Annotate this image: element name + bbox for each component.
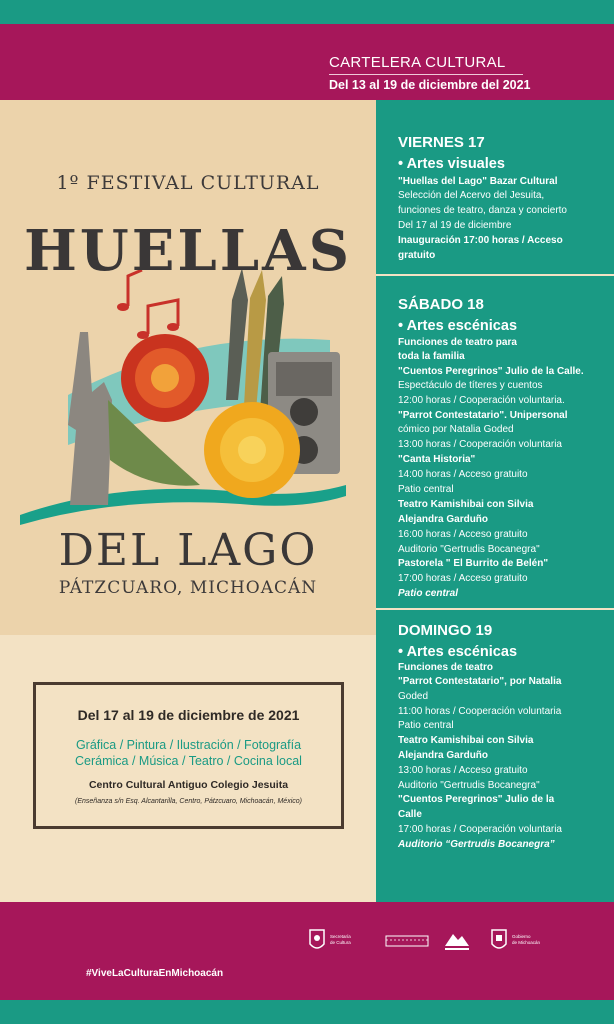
schedule-line: Funciones de teatro <box>398 662 494 673</box>
schedule-line: "Parrot Contestatario". Unipersonal <box>398 410 568 421</box>
logo-text: de Cultura <box>330 940 351 945</box>
schedule-line: "Huellas del Lago" Bazar Cultural <box>398 176 558 187</box>
section-divider <box>376 608 614 610</box>
secretaria-cultura-logo <box>308 928 370 958</box>
schedule-line: 16:00 horas / Acceso gratuito <box>398 529 528 540</box>
event-dates: Del 17 al 19 de diciembre de 2021 <box>77 707 300 723</box>
building-icon <box>384 928 430 954</box>
header-title: CARTELERA CULTURAL <box>329 54 506 71</box>
schedule-line: Espectáculo de títeres y cuentos <box>398 380 543 391</box>
festival-title: HUELLAS <box>23 218 353 284</box>
schedule-line: "Cuentos Peregrinos" Julio de la <box>398 794 555 805</box>
schedule-line: Patio central <box>398 484 454 495</box>
schedule-line: Selección del Acervo del Jesuita, <box>398 190 545 201</box>
section-divider <box>376 274 614 276</box>
schedule-line: Pastorela " El Burrito de Belén" <box>398 558 549 569</box>
schedule-line: 17:00 horas / Cooperación voluntaria <box>398 824 562 835</box>
schedule-line: Goded <box>398 691 429 702</box>
schedule-line: Funciones de teatro para <box>398 337 517 348</box>
day-heading-sabado: SÁBADO 18 <box>398 296 484 313</box>
schedule-line: funciones de teatro, danza y concierto <box>398 205 567 216</box>
logo-text: de Michoacán <box>512 940 541 945</box>
schedule-line: 13:00 horas / Cooperación voluntaria <box>398 439 562 450</box>
coat-of-arms-icon <box>308 928 326 954</box>
header-rule <box>329 74 523 75</box>
schedule-line: Auditorio “Gertrudis Bocanegra” <box>398 839 555 850</box>
day-heading-domingo: DOMINGO 19 <box>398 622 493 639</box>
event-venue: Centro Cultural Antiguo Colegio Jesuita <box>88 779 289 791</box>
festival-subtitle: 1º FESTIVAL CULTURAL <box>56 172 320 194</box>
schedule-line: Calle <box>398 809 422 820</box>
schedule-panel <box>376 100 614 902</box>
schedule-line: toda la familia <box>398 351 465 362</box>
schedule-line: "Cuentos Peregrinos" Julio de la Calle. <box>398 366 584 377</box>
header-bar <box>0 24 614 100</box>
marigold-icon <box>204 402 300 498</box>
left-panel <box>0 100 376 902</box>
top-band <box>0 0 614 24</box>
logo-text: Gobierno <box>512 934 531 939</box>
schedule-line: "Canta Historia" <box>398 454 476 465</box>
schedule-line: 12:00 horas / Cooperación voluntaria. <box>398 395 565 406</box>
day-heading-viernes: VIERNES 17 <box>398 134 485 151</box>
event-address: (Enseñanza s/n Esq. Alcantarilla, Centro, Pátzcuaro, Michoacán, México) <box>75 798 302 805</box>
schedule-line: Inauguración 17:00 horas / Acceso <box>398 235 563 246</box>
bottom-band <box>0 1000 614 1024</box>
header-dates: Del 13 al 19 de diciembre del 2021 <box>329 78 531 92</box>
patzcuaro-logo <box>441 928 473 958</box>
red-flower-icon <box>121 334 209 422</box>
schedule-line: Patio central <box>398 588 459 599</box>
schedule-line: Teatro Kamishibai con Silvia <box>398 499 534 510</box>
museum-logo <box>384 928 430 958</box>
schedule-line: Auditorio "Gertrudis Bocanegra" <box>398 780 540 791</box>
schedule-line: 14:00 horas / Acceso gratuito <box>398 469 528 480</box>
footer-bar <box>0 902 614 1000</box>
mountain-icon <box>441 928 473 954</box>
schedule-line: Teatro Kamishibai con Silvia <box>398 735 534 746</box>
event-categories-line1: Gráfica / Pintura / Ilustración / Fotografía <box>75 738 302 752</box>
schedule-line: 11:00 horas / Cooperación voluntaria <box>398 706 562 717</box>
festival-poster <box>0 100 376 635</box>
category-sabado: • Artes escénicas <box>398 318 518 334</box>
schedule-line: gratuito <box>398 250 436 261</box>
logo-text: Secretaría <box>330 934 351 939</box>
schedule-line: Patio central <box>398 720 454 731</box>
festival-title-line2: DEL LAGO <box>58 525 318 576</box>
category-viernes: • Artes visuales <box>398 156 505 172</box>
schedule-line: Auditorio "Gertrudis Bocanegra" <box>398 544 540 555</box>
statue-icon <box>68 332 112 505</box>
schedule-line: 13:00 horas / Acceso gratuito <box>398 765 528 776</box>
festival-place: PÁTZCUARO, MICHOACÁN <box>58 578 318 598</box>
gobierno-michoacan-logo <box>490 928 560 958</box>
teal-wave <box>20 485 346 525</box>
schedule-line: cómico por Natalia Goded <box>398 424 514 435</box>
schedule-line: Alejandra Garduño <box>398 750 489 761</box>
schedule-line: 17:00 horas / Acceso gratuito <box>398 573 528 584</box>
schedule-line: Alejandra Garduño <box>398 514 489 525</box>
coat-of-arms-icon <box>490 928 508 954</box>
schedule-line: "Parrot Contestatario", por Natalia <box>398 676 562 687</box>
event-categories-line2: Cerámica / Música / Teatro / Cocina local <box>75 754 302 768</box>
event-info-box <box>33 682 344 829</box>
hashtag: #ViveLaCulturaEnMichoacán <box>86 968 224 979</box>
schedule-line: Del 17 al 19 de diciembre <box>398 220 512 231</box>
category-domingo: • Artes escénicas <box>398 644 518 660</box>
